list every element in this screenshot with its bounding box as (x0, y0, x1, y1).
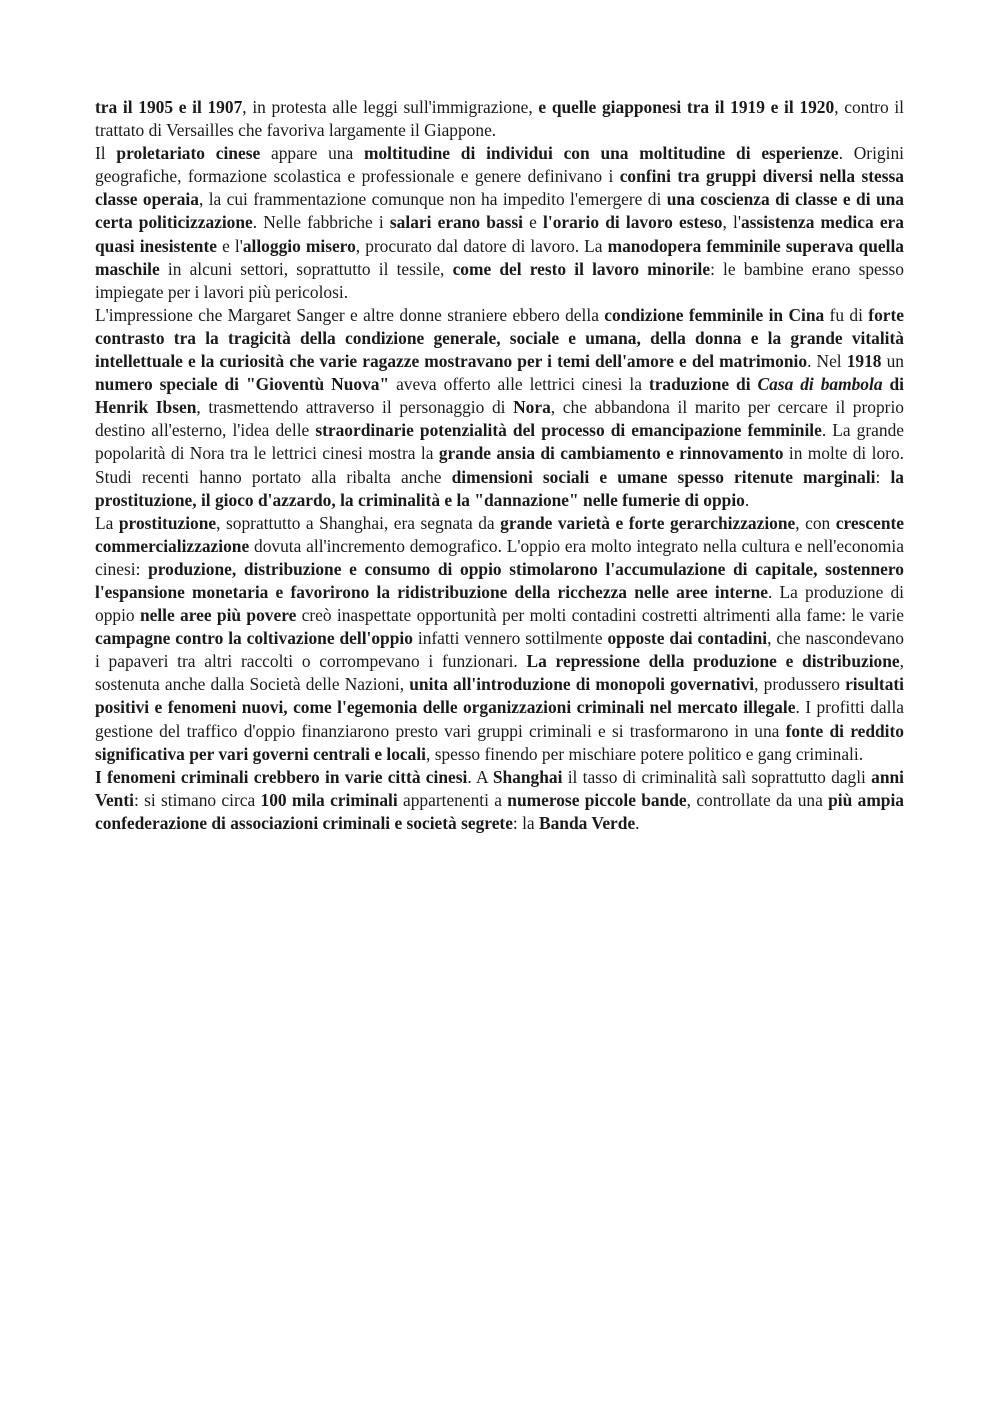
text-run: , produssero (754, 674, 846, 695)
text-run: . I profitti dalla gestione del traffico d'oppio finanziarono presto vari gruppi criminali e si trasformarono in una (95, 697, 904, 741)
text-run: , che abbandona il marito per cercare il proprio destino all'esterno, l'idea delle (95, 397, 904, 441)
text-run: straordinarie potenzialità del processo di emancipazione femminile (315, 420, 822, 441)
text-run: più ampia confederazione di associazioni criminali e società segrete (95, 789, 905, 833)
text-run: risultati positivi e fenomeni nuovi, come l'egemonia delle organizzazioni criminali nel mercato illegale (95, 674, 905, 718)
text-run: unita all'introduzione di monopoli governativi (409, 674, 755, 695)
text-run: , con (795, 512, 836, 533)
text-run: creò inaspettate opportunità per molti contadini costretti altrimenti alla fame: le varie (296, 605, 904, 626)
text-run: , l' (722, 212, 741, 233)
text-run: campagne contro la coltivazione dell'oppio (95, 628, 413, 649)
text-run: Il (95, 143, 117, 164)
paragraph-prostitution-opium (95, 512, 904, 766)
text-run: . La grande popolarità di Nora tra le lettrici cinesi mostra la (95, 420, 904, 464)
text-run: dimensioni sociali e umane spesso ritenute marginali (451, 466, 876, 487)
text-run: condizione femminile in Cina (604, 304, 825, 325)
text-run: salari erano bassi (389, 212, 523, 233)
text-run: . A (467, 766, 493, 787)
text-run: , controllate da una (686, 789, 829, 810)
text-run: 100 mila criminali (260, 789, 398, 810)
text-run: grande varietà e forte gerarchizzazione (500, 512, 796, 533)
text-run: , spesso finendo per mischiare potere politico e gang criminali. (426, 743, 864, 764)
text-run: moltitudine di individui con una moltitudine di esperienze (364, 143, 839, 164)
text-run: Banda Verde (539, 812, 636, 833)
text-run: come del resto il lavoro minorile (452, 258, 711, 279)
text-run: , la cui frammentazione comunque non ha impedito l'emergere di (198, 189, 667, 210)
text-run: , che nascondevano i papaveri tra altri raccolti o corrompevano i funzionari. (95, 628, 904, 672)
text-run: traduzione di (648, 374, 758, 395)
text-run: numero speciale di "Gioventù Nuova" (95, 374, 390, 395)
text-run: produzione, distribuzione e consumo di oppio stimolarono l'accumulazione di capitale, sostennero l'espansione monetaria e favorirono la ridistribuzione della ricchezza nelle aree interne (95, 558, 905, 602)
text-run: numerose piccole bande (507, 789, 687, 810)
text-run: , in protesta alle leggi sull'immigrazione, (242, 97, 539, 117)
text-run: in alcuni settori, soprattutto il tessile, (159, 258, 453, 279)
text-run: . Nelle fabbriche i (252, 212, 390, 233)
text-run: , trasmettendo attraverso il personaggio di (196, 397, 514, 418)
text-run: infatti vennero sottilmente (412, 628, 608, 649)
text-run: aveva offerto alle lettrici cinesi la (389, 374, 649, 395)
text-run: I fenomeni criminali crebbero in varie città cinesi (95, 766, 468, 787)
text-run: di Henrik Ibsen (95, 374, 904, 418)
text-run: confini tra gruppi diversi nella stessa classe operaia (95, 166, 904, 210)
text-run: e l' (217, 235, 243, 256)
text-run: nelle aree più povere (139, 605, 297, 626)
text-run: e (523, 212, 544, 233)
text-run: . (635, 812, 640, 833)
text-run: Casa di bambola (757, 374, 883, 395)
text-run: appartenenti a (397, 789, 508, 810)
text-run: crescente commercializzazione (95, 512, 904, 556)
text-run: dovuta all'incremento demografico. L'oppio era molto integrato nella cultura e nell'economia cinesi: (95, 535, 904, 579)
text-run: . La produzione di oppio (95, 581, 904, 626)
text-run: 1918 (846, 351, 882, 372)
text-run: fonte di reddito significativa per vari governi centrali e locali (95, 720, 904, 764)
paragraph-criminal-phenomena (95, 766, 904, 835)
text-run: e quelle giapponesi tra il 1919 e il 1920 (538, 97, 835, 117)
text-run: il tasso di criminalità salì soprattutto dagli (562, 766, 872, 787)
text-run: , soprattutto a Shanghai, era segnata da (216, 512, 501, 533)
text-run: alloggio misero (242, 235, 356, 256)
text-run: Nora (513, 397, 551, 418)
text-run: una coscienza di classe e di una certa politicizzazione (95, 189, 904, 233)
text-run: tra il 1905 e il 1907 (95, 97, 243, 117)
text-run: : si stimano circa (133, 789, 261, 810)
text-run: , procurato dal datore di lavoro. La (355, 235, 608, 256)
text-run: : la (512, 812, 539, 833)
text-run: forte contrasto tra la tragicità della condizione generale, sociale e umana, della donna e la grande vitalità intellettuale e la curiosità che varie ragazze mostravano per i temi dell'amore e del matrimonio (95, 304, 904, 372)
text-run: La repressione della produzione e distribuzione (526, 651, 900, 672)
text-run: grande ansia di cambiamento e rinnovamento (438, 443, 784, 464)
text-run: opposte dai contadini (607, 628, 768, 649)
paragraph-chinese-proletariat (95, 142, 904, 304)
text-run: La (95, 512, 119, 533)
text-run: . (744, 489, 750, 510)
text-run: prostituzione (118, 512, 217, 533)
text-run: un (881, 351, 904, 372)
text-run: , sostenuta anche dalla Società delle Nazioni, (95, 651, 904, 695)
text-run: anni Venti (95, 766, 905, 810)
text-run: : le bambine erano spesso impiegate per i lavori più pericolosi. (95, 258, 904, 302)
text-run: L'impressione che Margaret Sanger e altre donne straniere ebbero della (95, 304, 605, 325)
text-run: assistenza medica era quasi inesistente (95, 212, 904, 256)
text-run: in molte di loro. Studi recenti hanno portato alla ribalta anche (95, 443, 904, 487)
text-run: . Nel (807, 351, 847, 372)
text-run: , contro il trattato di Versailles che favoriva largamente il Giappone. (95, 97, 905, 141)
text-run: l'orario di lavoro esteso (543, 212, 723, 233)
text-run: manodopera femminile superava quella maschile (95, 235, 904, 279)
text-run: appare una (260, 143, 364, 164)
document-page (95, 96, 904, 835)
text-run: : (875, 466, 891, 487)
text-run: fu di (824, 304, 869, 325)
paragraph-immigration-protests (95, 96, 904, 142)
text-run: . Origini geografiche, formazione scolastica e professionale e genere definivano i (95, 143, 904, 187)
text-run: la prostituzione, il gioco d'azzardo, la criminalità e la "dannazione" nelle fumerie di oppio (95, 466, 904, 510)
paragraph-female-condition (95, 304, 904, 512)
text-run: proletariato cinese (116, 143, 261, 164)
text-run: Shanghai (492, 766, 563, 787)
